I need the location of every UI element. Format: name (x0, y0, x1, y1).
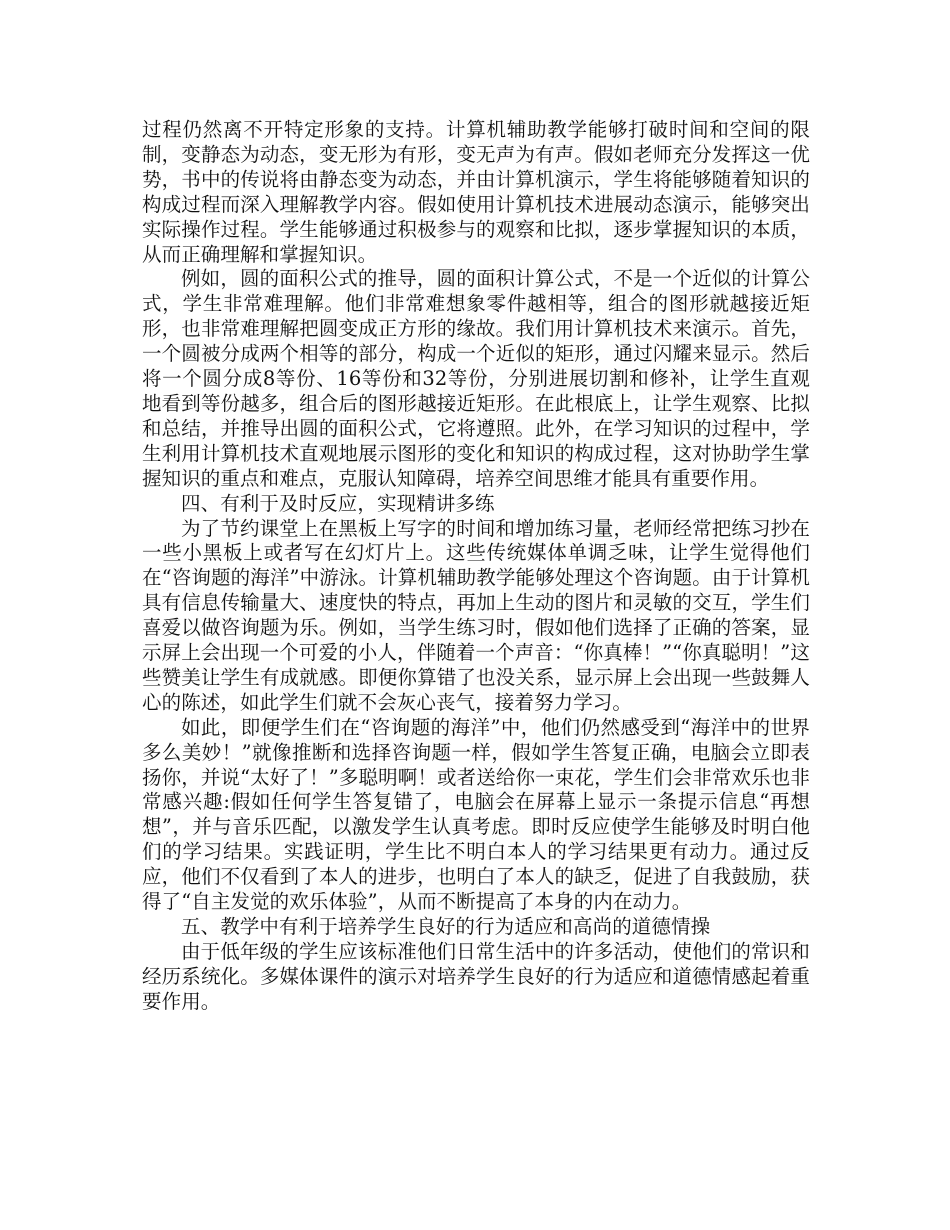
paragraph-practice: 为了节约课堂上在黑板上写字的时间和增加练习量，老师经常把练习抄在一些小黑板上或者写在幻灯片上。这些传统媒体单调乏味，让学生觉得他们在“咨询题的海洋”中游泳。计算机辅助教学能够处理这个咨询题。由于计算机具有信息传输量大、速度快的特点，再加上生动的图片和灵敏的交互，学生们喜爱以做咨询题为乐。例如，当学生练习时，假如他们选择了正确的答案，显示屏上会出现一个可爱的小人，伴随着一个声音：“你真棒！”“你真聪明！”这些赞美让学生有成就感。即便你算错了也没关系，显示屏上会出现一些鼓舞人心的陈述，如此学生们就不会灰心丧气，接着努力学习。 (142, 516, 810, 714)
section-heading-five: 五、教学中有利于培养学生良好的行为适应和高尚的道德情操 (181, 915, 711, 938)
section-heading-four: 四、有利于及时反应，实现精讲多练 (181, 491, 495, 515)
document-page (142, 118, 810, 1015)
paragraph-continuation: 过程仍然离不开特定形象的支持。计算机辅助教学能够打破时间和空间的限制，变静态为动态，变无形为有形，变无声为有声。假如老师充分发挥这一优势，书中的传说将由静态变为动态，并由计算机演示，学生将能够随着知识的构成过程而深入理解教学内容。假如使用计算机技术进展动态演示，能够突出实际操作过程。学生能够通过积极参与的观察和比拟，逐步掌握知识的本质，从而正确理解和掌握知识。 (142, 118, 810, 266)
paragraph-feedback: 如此，即便学生们在“咨询题的海洋”中，他们仍然感受到“海洋中的世界多么美妙！”就像推断和选择咨询题一样，假如学生答复正确，电脑会立即表扬你，并说“太好了！”多聪明啊！或者送给你一束花，学生们会非常欢乐也非常感兴趣:假如任何学生答复错了，电脑会在屏幕上显示一条提示信息“再想想”，并与音乐匹配，以激发学生认真考虑。即时反应使学生能够及时明白他们的学习结果。实践证明，学生比不明白本人的学习结果更有动力。通过反应，他们不仅看到了本人的进步，也明白了本人的缺乏，促进了自我鼓励，获得了“自主发觉的欢乐体验”，从而不断提高了本身的内在动力。 (142, 715, 810, 914)
paragraph-moral-education: 由于低年级的学生应该标准他们日常生活中的许多活动，使他们的常识和经历系统化。多媒体课件的演示对培养学生良好的行为适应和道德情感起着重要作用。 (142, 939, 810, 1013)
paragraph-circle-area-example: 例如，圆的面积公式的推导，圆的面积计算公式，不是一个近似的计算公式，学生非常难理解。他们非常难想象零件越相等，组合的图形就越接近矩形，也非常难理解把圆变成正方形的缘故。我们用计算机技术来演示。首先，一个圆被分成两个相等的部分，构成一个近似的矩形，通过闪耀来显示。然后将一个圆分成8等份、16等份和32等份，分别进展切割和修补，让学生直观地看到等份越多，组合后的图形越接近矩形。在此根底上，让学生观察、比拟和总结，并推导出圆的面积公式，它将遵照。此外，在学习知识的过程中，学生利用计算机技术直观地展示图形的变化和知识的构成过程，这对协助学生掌握知识的重点和难点，克服认知障碍，培养空间思维才能具有重要作用。 (142, 267, 810, 490)
